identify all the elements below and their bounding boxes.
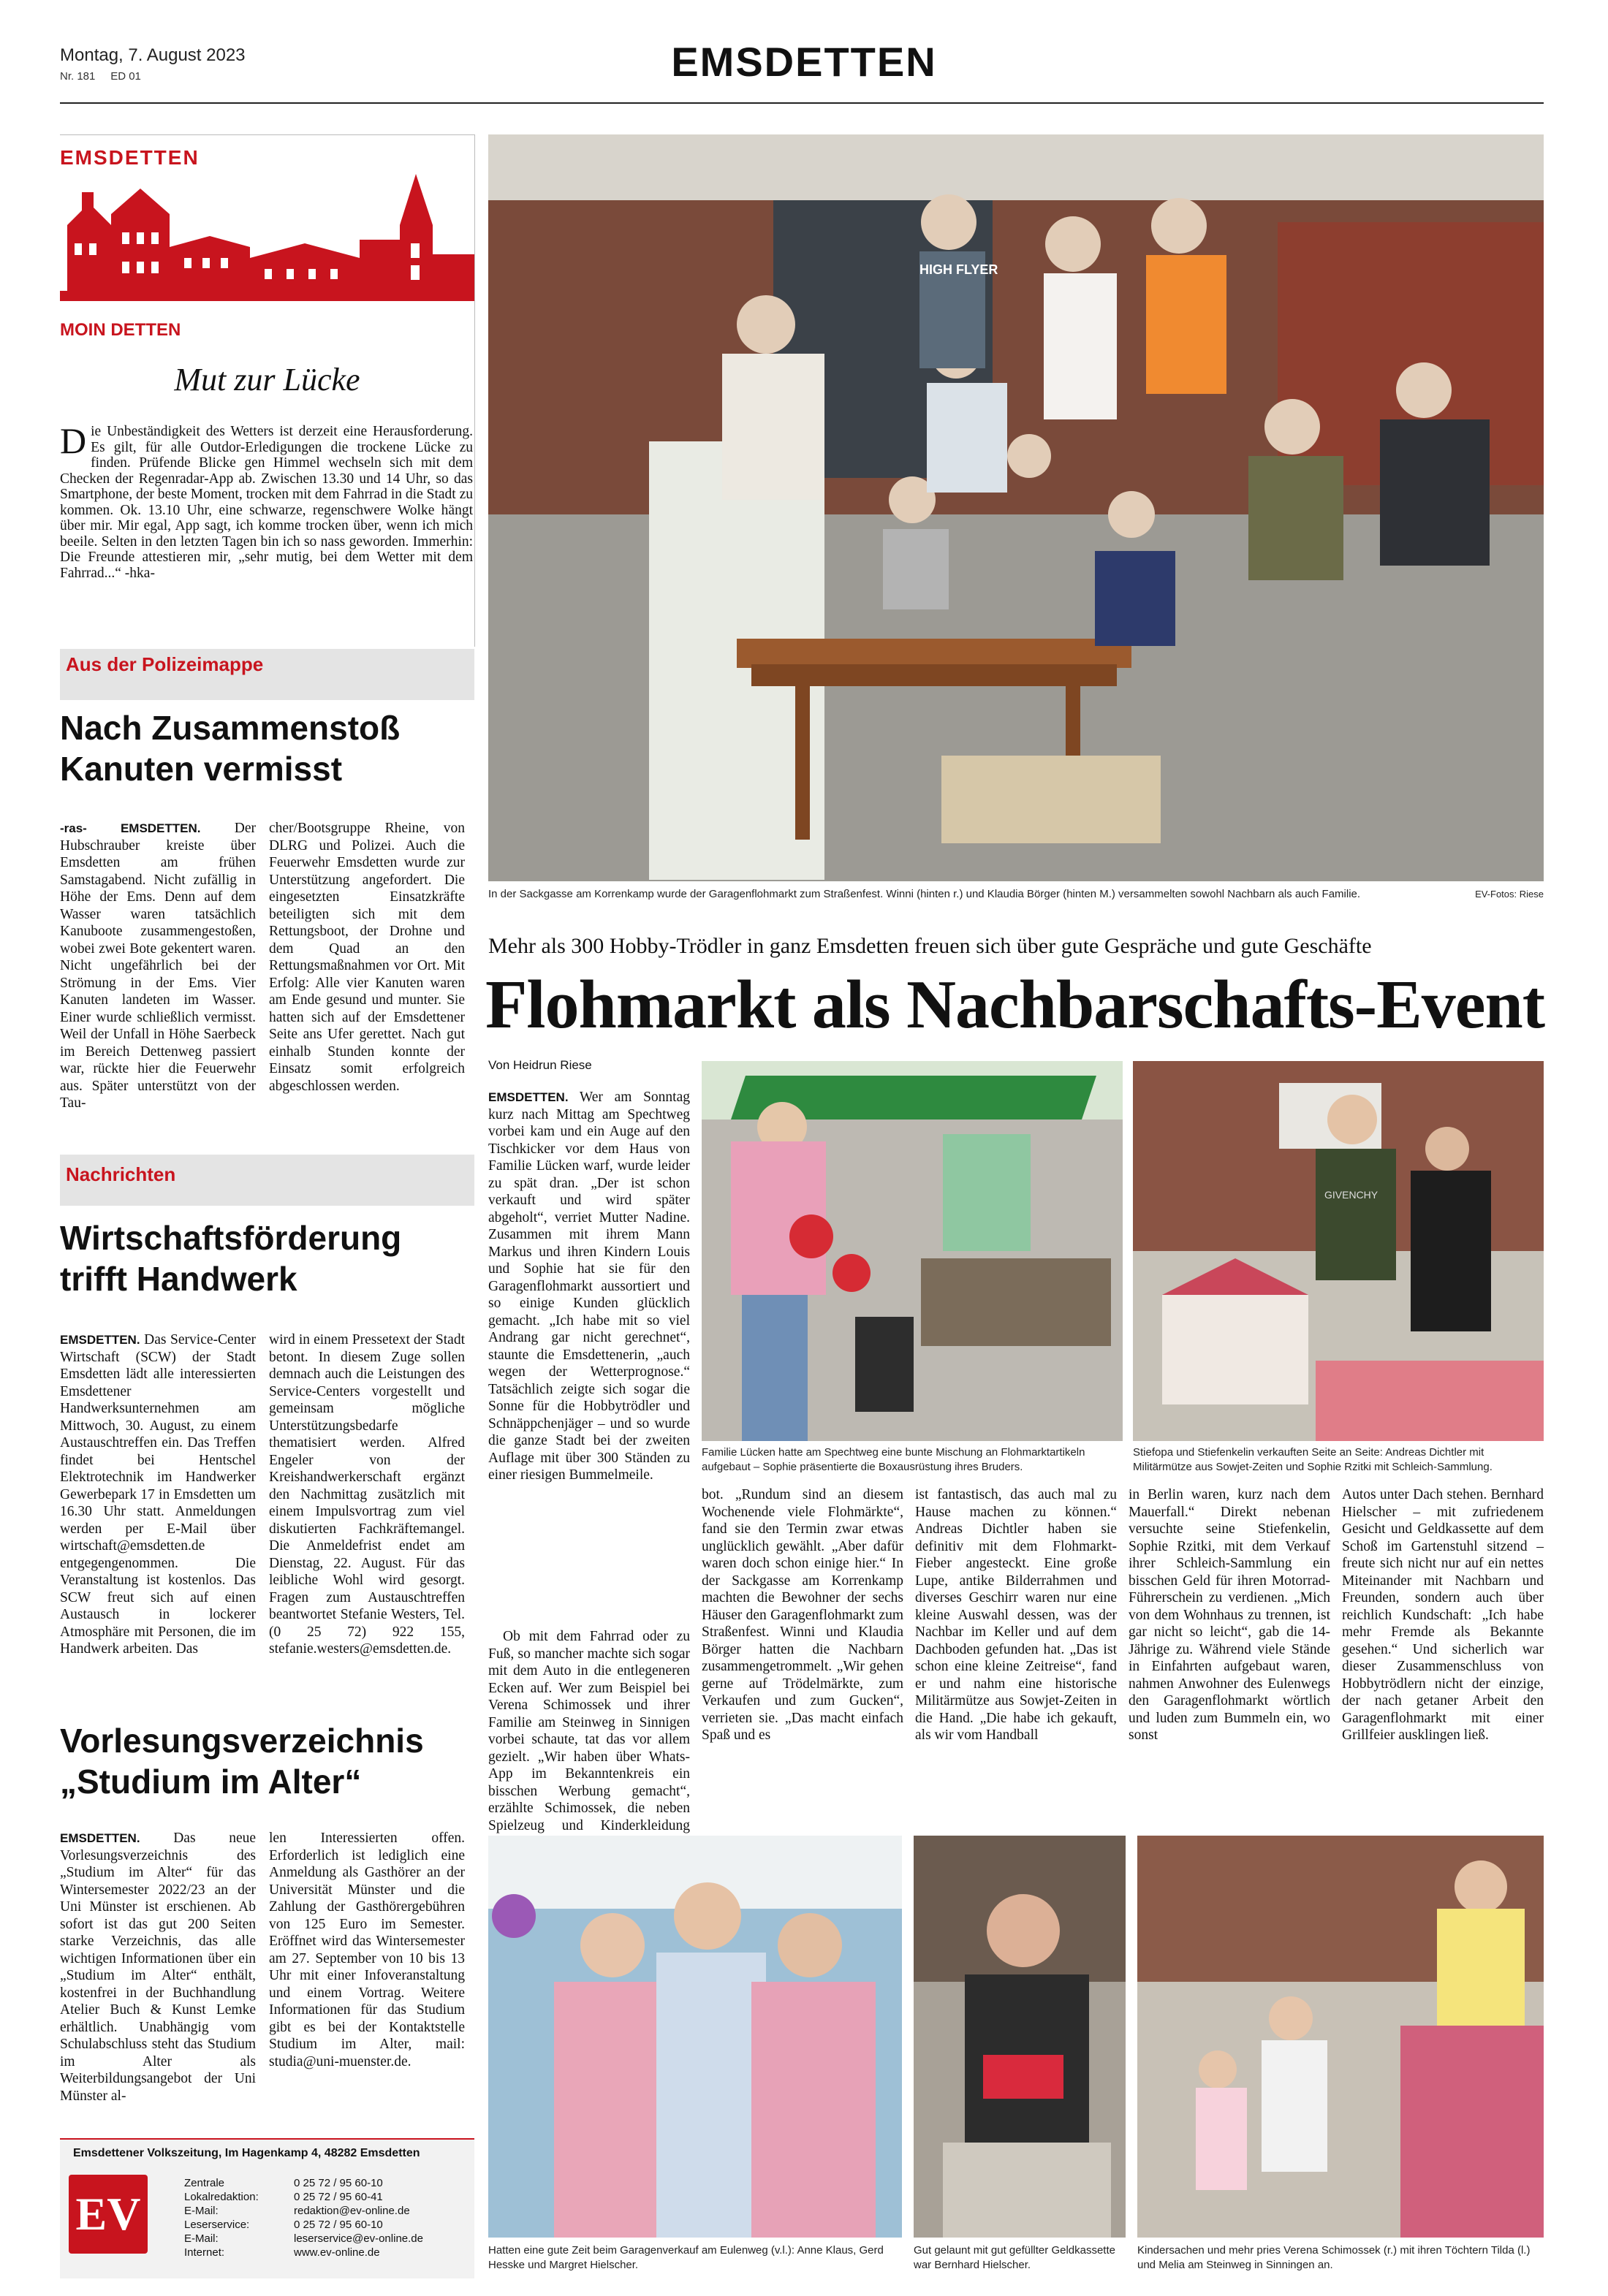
ev-logo	[69, 2175, 148, 2254]
wf-lead: EMSDETTEN.	[60, 1333, 140, 1347]
mid-left-photo	[702, 1061, 1123, 1441]
top-photo-group	[488, 134, 1544, 881]
column-body: ie Unbeständigkeit des Wetters ist derzeit eine Herausforderung. Es gilt, für alle Outdor-Erledigungen die trockene Lücke zu finden. Prüfende Blicke gen Himmel wechseln sich mit dem Checken der Regenradar-App ab. Zwischen 13.30 und 14 Uhr, so das Smartphone, der beste Moment, trocken mit dem Fahrrad in die Stadt zu kommen. Ok. 13.10 Uhr, eine schwarze, regenschwere Wolke hängt über mir. Mir egal, App sagt, ich komme trocken über, wenn ich mich beeile. Selten in den letzten Tagen bin ich so nass geworden. Immerhin: Die Freunde attestieren mir, „sehr mutig, bei dem Wetter mit dem Fahrrad...“ -hka-	[60, 424, 473, 581]
ev-logo-text: EV	[75, 2188, 141, 2240]
sidebar-logo-text: EMSDETTEN	[60, 146, 200, 169]
contact-row: Zentrale 0 25 72 / 95 60-10	[184, 2177, 383, 2189]
contact-box	[60, 2138, 474, 2278]
mid-right-caption: Stiefopa und Stiefenkelin verkauften Seite an Seite: Andreas Dichtler mit Militärmütze aus Sowjet-Zeiten und Sophie Rzitki mit Schleich-Sammlung.	[1133, 1446, 1493, 1473]
bottom-left-caption: Hatten eine gute Zeit beim Garagenverkauf am Eulenweg (v.l.): Anne Klaus, Gerd Hesske und Margret Hielscher.	[488, 2244, 884, 2271]
vv-col-1	[60, 1830, 256, 2105]
police-box-header: Aus der Polizeimappe	[60, 649, 474, 700]
contact-row: Leserservice: 0 25 72 / 95 60-10	[184, 2219, 383, 2231]
shirt-print: HIGH FLYER	[919, 262, 998, 277]
column-text	[60, 420, 473, 581]
wf-col-2: wird in einem Pressetext der Stadt betont. In diesem Zuge sollen demnach auch die Leistungen des Service-Centers vorgestellt und gemeinsam mögliche Unterstützungsbedarfe thematisiert werden. Alfred Engeler von der Kreishandwerkerschaft ergänzt den Nachmittag zusätzlich mit einem Impulsvortrag zum viel diskutierten Fachkräftemangel. Die Anmeldefrist endet am Dienstag, 22. August. Für das leibliche Wohl wird gesorgt. Fragen zum Austauschtreffen beantwortet Stefanie Westers, Tel. (0 25 72) 922 155, stefanie.westers@emsdetten.de.	[269, 1332, 465, 1657]
section-title: EMSDETTEN	[671, 39, 937, 85]
shirt-print-2: GIVENCHY	[1324, 1189, 1378, 1201]
top-photo-caption	[488, 887, 1544, 902]
news-box-header: Nachrichten	[60, 1155, 474, 1206]
contact-row: Internet: www.ev-online.de	[184, 2246, 380, 2259]
top-photo-caption-text: In der Sackgasse am Korrenkamp wurde der Garagenflohmarkt zum Straßenfest. Winni (hinten r.) und Klaudia Börger (hinten M.) versammelten sowohl Nachbarn als auch Familie.	[488, 888, 1361, 900]
contact-rows	[184, 2176, 423, 2259]
bottom-right-caption: Kindersachen und mehr pries Verena Schimossek (r.) mit ihren Töchtern Tilda (l.) und Melia am Steinweg in Sinningen an.	[1137, 2244, 1531, 2271]
article-col-4: in Berlin waren, kurz nach dem Mauerfall.“ Direkt nebenan versuchte seine Stiefenkelin, Sophie Rzitki, mit dem Verkauf ihrer Schleich-Sammlung ein bisschen Geld für ihren Motorrad-Führerschein zu verdienen. „Mich von dem Wohnhaus zu trennen, ist gar nicht so leicht“, gab die 14-Jährige zu. Während viele Stände in Einfahrten aufgebaut waren, nahmen Anwohner des Eulenwegs den Garagenflohmarkt wörtlich und luden zum Bummeln ein, wo sonst	[1129, 1487, 1330, 1743]
article-col-1-top	[488, 1089, 690, 1484]
contact-row: E-Mail: redaktion@ev-online.de	[184, 2205, 410, 2217]
article-col-1-top-text: Wer am Sonntag kurz nach Mittag am Spechtweg vorbei kam und ein Auge auf den Tischkicker vor dem Haus von Familie Lücken warf, wurde leider zu spät dran. „Der ist schon verkauft und wird später abgeholt“, verriet Mutter Nadine. Zusammen mit ihrem Mann Markus und ihren Kindern Louis und Sophie hat sie für den Garagenflohmarkt aussortiert und so einige Kunden glücklich gemacht. „Ich habe mit so viel Andrang gar nicht gerechnet“, staunte die Emsdettenerin, „auch wegen der Wetterprognose.“ Tatsächlich zeigte sich sogar die Sonne für die Hobbytrödler und Schnäppchenjäger – und so wurde die ganze Stadt bei der zweiten Auflage mit über 300 Ständen zu einer riesigen Bummelmeile.	[488, 1090, 691, 1483]
mid-left-caption: Familie Lücken hatte am Spechtweg eine bunte Mischung an Flohmarktartikeln aufgebaut – Sophie präsentierte die Boxausrüstung ihres Bruders.	[702, 1446, 1085, 1473]
wf-col-1	[60, 1331, 256, 1658]
column-label: MOIN DETTEN	[60, 320, 181, 340]
masthead-date: Montag, 7. August 2023	[60, 45, 246, 65]
article-col-2: bot. „Rundum sind an diesem Wochenende viele Flohmärkte“, fand sie den Termin zwar etwas unglücklich gewählt. „Aber dafür waren doch schon einige hier.“ In der Sackgasse am Korrenkamp machten die Bewohner der sechs Häuser den Garagenflohmarkt zum Straßenfest. Winni und Klaudia Börger hatten die Nachbarn zusammengetrommelt. „Wir gehen gerne auf Trödelmärkte, zum Verkaufen und zum Gucken“, verrieten sie. „Das macht einfach Spaß und es	[702, 1487, 903, 1743]
article-kicker: Mehr als 300 Hobby-Trödler in ganz Emsdetten freuen sich über gute Gespräche und gute Geschäfte	[488, 934, 1372, 958]
column-title: Mut zur Lücke	[174, 362, 360, 398]
bottom-mid-photo	[914, 1836, 1126, 2238]
vv-col-2: len Interessierten offen. Erforderlich ist lediglich eine Anmeldung als Gasthörer an der Universität Münster und die Zahlung der Gasthörergebühren von 125 Euro im Semester. Eröffnet wird das Wintersemester am 27. September von 10 bis 13 Uhr mit einer Infoveranstaltung und einem Vortrag. Weitere Informationen für das Studium gibt es bei der Kontaktstelle Studium im Alter, mail: studia@uni-muenster.de.	[269, 1831, 465, 2069]
contact-row: E-Mail: leserservice@ev-online.de	[184, 2232, 423, 2245]
bottom-mid-caption: Gut gelaunt mit gut gefüllter Geldkassette war Bernhard Hielscher.	[914, 2244, 1115, 2271]
police-lead: -ras- EMSDETTEN.	[60, 821, 201, 835]
masthead-rule	[60, 102, 1544, 104]
contact-title: Emsdettener Volkszeitung, Im Hagenkamp 4, 48282 Emsdetten	[73, 2147, 420, 2159]
police-col-2: cher/Bootsgruppe Rheine, von DLRG und Polizei. Auch die Feuerwehr Emsdetten wurde zur Unterstützung angefordert. Die eingesetzten Einsatzkräfte beteiligten sich mit dem Rettungsboot, der Drohne und dem Quad an den Rettungsmaßnahmen vor Ort. Mit Erfolg: Alle vier Kanuten waren am Ende gesund und munter. Sie hatten sich auf der Emsdettener Seite ans Ufer gerettet. Nach gut einhalb Stunden konnte der Einsatz somit erfolgreich abgeschlossen werden.	[269, 821, 465, 1094]
photo-credit: EV-Fotos: Riese	[1475, 889, 1544, 900]
mid-right-photo	[1133, 1061, 1544, 1441]
bottom-right-photo	[1137, 1836, 1544, 2238]
wf-col-1-text: Das Service-Center Wirtschaft (SCW) der Stadt Emsdetten lädt alle interessierten Emsdettener Handwerksunternehmen am Mittwoch, 30. August, zu einem Austauschtreffen ein. Das Treffen findet bei Hentschel Elektrotechnik im Handwerker Gewerbepark 17 in Emsdetten um 16.30 Uhr statt. Anmeldungen werden per E-Mail über wirtschaft@emsdetten.de entgegengenommen. Die Veranstaltung ist kostenlos. Das SCW freut sich auf einen Austausch in lockerer Atmosphäre mit Personen, die im Handwerk arbeiten. Das	[60, 1332, 256, 1657]
vv-lead: EMSDETTEN.	[60, 1831, 140, 1845]
masthead-issue: Nr. 181 ED 01	[60, 70, 141, 83]
article-col-1-bottom: Ob mit dem Fahrrad oder zu Fuß, so mancher machte sich sogar mit dem Auto in die entlegeneren Ecken auf. Wer zum Beispiel bei Verena Schimossek und ihrer Familie am Steinweg in Sinnigen vorbei schaute, tat das vor allem gezielt. „Wir haben über Whats-App im Bekanntenkreis ein bisschen Werbung gemacht“, erzählte Schimossek, die neben Spielzeug und Kinderkleidung	[488, 1629, 690, 1833]
contact-row: Lokalredaktion: 0 25 72 / 95 60-41	[184, 2191, 383, 2203]
article-headline: Flohmarkt als Nachbarschafts-Event	[485, 967, 1545, 1043]
skyline-logo	[60, 174, 474, 305]
article-lead-place: EMSDETTEN.	[488, 1090, 569, 1104]
vv-col-1-text: Das neue Vorlesungsverzeichnis des „Studium im Alter“ für das Wintersemester 2022/23 an der Uni Münster ist erschienen. Ab sofort ist das gut 200 Seiten starke Verzeichnis, das alle wichtigen Informationen über ein „Studium im Alter“ enthält, kostenfrei in der Buchhandlung Atelier Buch & Kunst Lemke erhältlich. Unabhängig vom Schulabschluss steht das Studium im Alter als Weiterbildungsangebot der Uni Münster al-	[60, 1831, 257, 2104]
police-col-1-text: Der Hubschrauber kreiste über Emsdetten am frühen Samstagabend. Nicht zufällig in Höhe der Ems. Denn auf dem Wasser waren tatsächlich Kanuboote zusammengestoßen, wobei zwei Bote gekentert waren. Nicht ungefährlich bei der Strömung in der Ems. Vier Kanuten landeten im Wasser. Einer wurde schließlich vermisst. Weil der Unfall in Höhe Saerbeck im Bereich Dettenweg passiert war, rückte hier die Feuerwehr aus. Später unterstützt von der Tau-	[60, 821, 256, 1111]
police-headline: Nach Zusammenstoß Kanuten vermisst	[60, 709, 401, 788]
bottom-left-photo	[488, 1836, 902, 2238]
article-col-5: Autos unter Dach stehen. Bernhard Hielscher – mit zufriedenem Gesicht und Geldkassette auf dem Schoß im Gartenstuhl sitzend – freute sich nicht nur auf ein nettes Miteinander mit Nachbarn und Freunden, sondern auch über reichlich Kundschaft: „Ich habe mehr Fremde als Bekannte gesehen.“ Und sicherlich war dieser Zusammenschluss von Hobbytrödlern nicht der einzige, der nach getaner Arbeit den Garagenflohmarkt mit einer Grillfeier ausklingen ließ.	[1342, 1487, 1544, 1743]
police-col-1	[60, 820, 256, 1112]
vv-headline: Vorlesungsverzeichnis „Studium im Alter“	[60, 1722, 424, 1801]
column-dropcap: D	[60, 420, 87, 461]
article-col-3: ist fantastisch, das auch mal zu Hause machen zu können.“ Andreas Dichtler haben sie definitiv mit dem Flohmarkt-Fieber angesteckt. Eine große Lupe, antike Bilderrahmen und diverses Geschirr waren nur eine kleine Auswahl dessen, was der Nachbar im Keller und auf dem Dachboden gefunden hat. „Das ist schon eine kleine Zeitreise“, fand er und nahm eine historische Militärmütze aus Sowjet-Zeiten in die Hand. „Die habe ich gekauft, als wir vom Handball	[915, 1487, 1117, 1743]
wf-headline: Wirtschaftsförderung trifft Handwerk	[60, 1219, 402, 1298]
article-byline: Von Heidrun Riese	[488, 1058, 592, 1072]
